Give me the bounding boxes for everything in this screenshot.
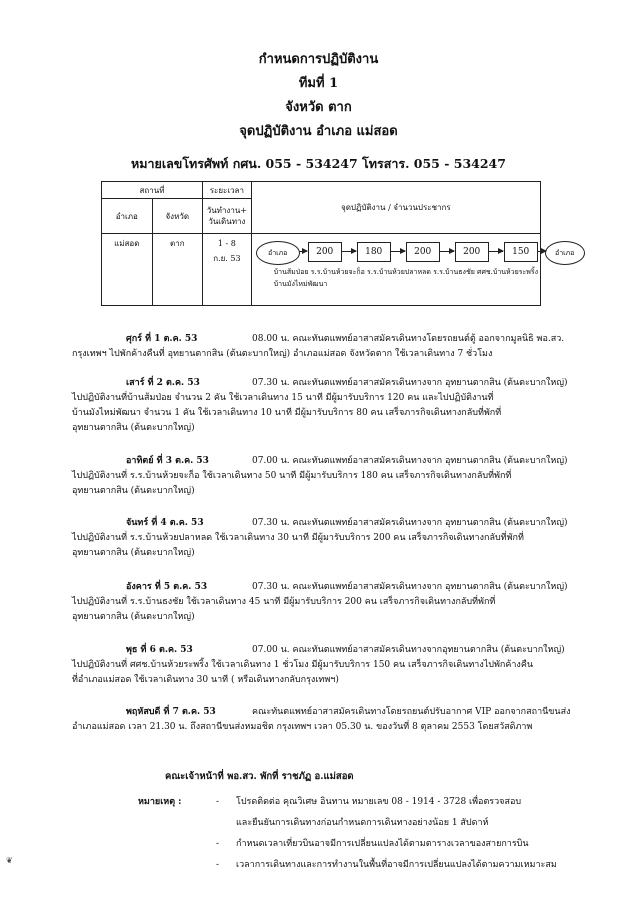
entry-line: ไปปฏิบัติงานที่ ร.ร.บ้านห้วยปลาหลด ใช้เวลาเดินทาง 30 นาที มีผู้มารับบริการ 200 คน เสร็จภารกิจเดินทางกลับที่พักที่ [72, 533, 524, 543]
entry-line: อุทยานตากสิน (ต้นตะบากใหญ่) [72, 548, 195, 558]
entry-first-line: 07.00 น. คณะทันตแพทย์อาสาสมัครเดินทางจาก อุทยานตากสิน (ต้นตะบากใหญ่) [252, 456, 568, 466]
route-count-box: 180 [357, 242, 391, 262]
entry-line: ไปปฏิบัติงานที่ ร.ร.บ้านธงชัย ใช้เวลาเดินทาง 45 นาที มีผู้มารับบริการ 200 คน เสร็จภารกิจเดินทางกลับที่พักที่ [72, 597, 496, 607]
entry-line: ที่อำเภอแม่สอด ใช้เวลาเดินทาง 30 นาที ( หรือเดินทางกลับกรุงเทพฯ) [72, 675, 339, 685]
remark-text: โปรดติดต่อ คุณวิเศษ อินทาน หมายเลข 08 - 1914 - 3728 เพื่อตรวจสอบ [236, 797, 522, 807]
entry-day: พุธ ที่ 6 ต.ค. 53 [126, 645, 193, 655]
route-caption-line: บ้านส้มป่อย ร.ร.บ้านห้วยจะก็อ ร.ร.บ้านห้วยปลาหลด ร.ร.บ้านธงชัย ศศช.บ้านห้วยระพริ้ง [273, 267, 539, 276]
margin-mark: ❦ [6, 856, 13, 865]
entry-line: อุทยานตากสิน (ต้นตะบากใหญ่) [72, 612, 195, 622]
entry-day: จันทร์ ที่ 4 ต.ค. 53 [126, 518, 204, 528]
route-end-oval: อำเภอ [545, 241, 585, 265]
cell-province: ตาก [152, 234, 202, 306]
cell-days-range: 1 - 8 [217, 239, 236, 248]
entry-day: ศุกร์ ที่ 1 ต.ค. 53 [126, 334, 198, 344]
remark-text: กำหนดเวลาเที่ยวบินอาจมีการเปลี่ยนแปลงได้ตามตารางเวลาของสายการบิน [236, 839, 529, 849]
entry-day: พฤหัสบดี ที่ 7 ต.ค. 53 [126, 707, 216, 717]
entry-line: ไปปฏิบัติงานที่บ้านส้มป่อย จำนวน 2 คัน ใช้เวลาเดินทาง 15 นาที มีผู้มารับบริการ 120 คน และไปปฏิบัติงานที่ [72, 393, 494, 403]
entry-first-line: 07.00 น. คณะทันตแพทย์อาสาสมัครเดินทางจากอุทยานตากสิน (ต้นตะบากใหญ่) [252, 645, 565, 655]
th-days: วันทำงาน+ วันเดินทาง [203, 199, 252, 234]
cell-days [203, 234, 252, 306]
phone-fax-line: หมายเลขโทรศัพท์ กศน. 055 - 534247 โทรสาร. 055 - 534247 [131, 156, 506, 171]
cell-flow [251, 234, 575, 306]
entry-first-line: 08.00 น. คณะทันตแพทย์อาสาสมัครเดินทางโดยรถยนต์ตู้ ออกจากมูลนิธิ พอ.สว. [252, 334, 565, 344]
route-count-box: 150 [504, 242, 538, 262]
entry-line: ไปปฏิบัติงานที่ ร.ร.บ้านห้วยจะก็อ ใช้เวลาเดินทาง 50 นาที มีผู้มารับบริการ 180 คน เสร็จภารกิจเดินทางกลับที่พักที่ [72, 471, 512, 481]
schedule-entry-fri [72, 332, 602, 362]
route-arrow [489, 251, 503, 252]
staff-lodging-note: คณะเจ้าหน้าที่ พอ.สว. พักที่ ราชภัฏ อ.แม่สอด [165, 771, 354, 782]
route-arrow [440, 251, 454, 252]
entry-first-line: คณะทันตแพทย์อาสาสมัครเดินทางโดยรถยนต์ปรับอากาศ VIP ออกจากสถานีขนส่ง [252, 707, 571, 717]
entry-line: ไปปฏิบัติงานที่ ศศช.บ้านห้วยระพริ้ง ใช้เวลาเดินทาง 1 ชั่วโมง มีผู้มารับบริการ 150 คน เสร็จภารกิจเดินทางไปพักค้างคืน [72, 660, 533, 670]
entry-line: บ้านมังไหม่พัฒนา จำนวน 1 คัน ใช้เวลาเดินทาง 10 นาที มีผู้มารับบริการ 80 คน เสร็จภารกิจเดินทางกลับที่พักที่ [72, 408, 502, 418]
schedule-entry-tue [72, 580, 602, 625]
route-arrow [342, 251, 356, 252]
schedule-table [101, 181, 575, 306]
entry-day: อังคาร ที่ 5 ต.ค. 53 [126, 582, 208, 592]
remark-text: เวลาการเดินทางและการทำงานในพื้นที่อาจมีการเปลี่ยนแปลงได้ตามความเหมาะสม [236, 860, 557, 870]
entry-line: อุทยานตากสิน (ต้นตะบากใหญ่) [72, 486, 195, 496]
province-title: จังหวัด ตาก [285, 100, 352, 115]
route-arrow [391, 251, 405, 252]
route-flow [252, 236, 575, 304]
entry-day: เสาร์ ที่ 2 ต.ค. 53 [126, 378, 200, 388]
remark-dash: - [216, 860, 220, 870]
th-location: สถานที่ [102, 182, 203, 199]
entry-first-line: 07.30 น. คณะทันตแพทย์อาสาสมัครเดินทางจาก อุทยานตากสิน (ต้นตะบากใหญ่) [252, 378, 568, 388]
entry-line: กรุงเทพฯ ไปพักค้างคืนที่ อุทยานตากสิน (ต้นตะบากใหญ่) อำเภอแม่สอด จังหวัดตาก ใช้เวลาเดินทาง 7 ชั่วโมง [72, 349, 493, 359]
th-work-points: จุดปฏิบัติงาน / จำนวนประชากร [251, 182, 540, 234]
th-district: อำเภอ [102, 199, 153, 234]
th-period: ระยะเวลา [203, 182, 252, 199]
schedule-entry-mon [72, 516, 602, 561]
work-point-title: จุดปฏิบัติงาน อำเภอ แม่สอด [239, 124, 398, 139]
route-count-box: 200 [406, 242, 440, 262]
cell-district: แม่สอด [102, 234, 153, 306]
route-count-box: 200 [308, 242, 342, 262]
entry-line: อุทยานตากสิน (ต้นตะบากใหญ่) [72, 423, 195, 433]
schedule-entry-thu [72, 705, 602, 735]
schedule-entry-wed [72, 643, 602, 688]
route-caption-line: บ้านมังไหม่พัฒนา [273, 279, 328, 288]
route-start-oval: อำเภอ [256, 241, 300, 265]
route-arrow [299, 251, 307, 252]
remarks-label: หมายเหตุ : [138, 797, 182, 807]
team-number: ทีมที่ 1 [298, 76, 339, 91]
entry-line: อำเภอแม่สอด เวลา 21.30 น. ถึงสถานีขนส่งหมอชิต กรุงเทพฯ เวลา 05.30 น. ของวันที่ 8 ตุลาคม 2553 โดยสวัสดิภาพ [72, 722, 533, 732]
entry-first-line: 07.30 น. คณะทันตแพทย์อาสาสมัครเดินทางจาก อุทยานตากสิน (ต้นตะบากใหญ่) [252, 518, 568, 528]
schedule-entry-sun [72, 454, 602, 499]
entry-day: อาทิตย์ ที่ 3 ต.ค. 53 [126, 456, 209, 466]
remark-dash: - [216, 797, 220, 807]
route-count-box: 200 [455, 242, 489, 262]
th-province: จังหวัด [152, 199, 202, 234]
schedule-entry-sat [72, 376, 602, 436]
entry-first-line: 07.30 น. คณะทันตแพทย์อาสาสมัครเดินทางจาก อุทยานตากสิน (ต้นตะบากใหญ่) [252, 582, 568, 592]
remark-dash: - [216, 839, 220, 849]
route-caption [274, 266, 594, 290]
doc-title: กำหนดการปฏิบัติงาน [258, 52, 379, 67]
remark-text: และยืนยันการเดินทางก่อนกำหนดการเดินทางอย่างน้อย 1 สัปดาห์ [236, 818, 489, 828]
cell-days-month: ก.ย. 53 [213, 254, 241, 263]
